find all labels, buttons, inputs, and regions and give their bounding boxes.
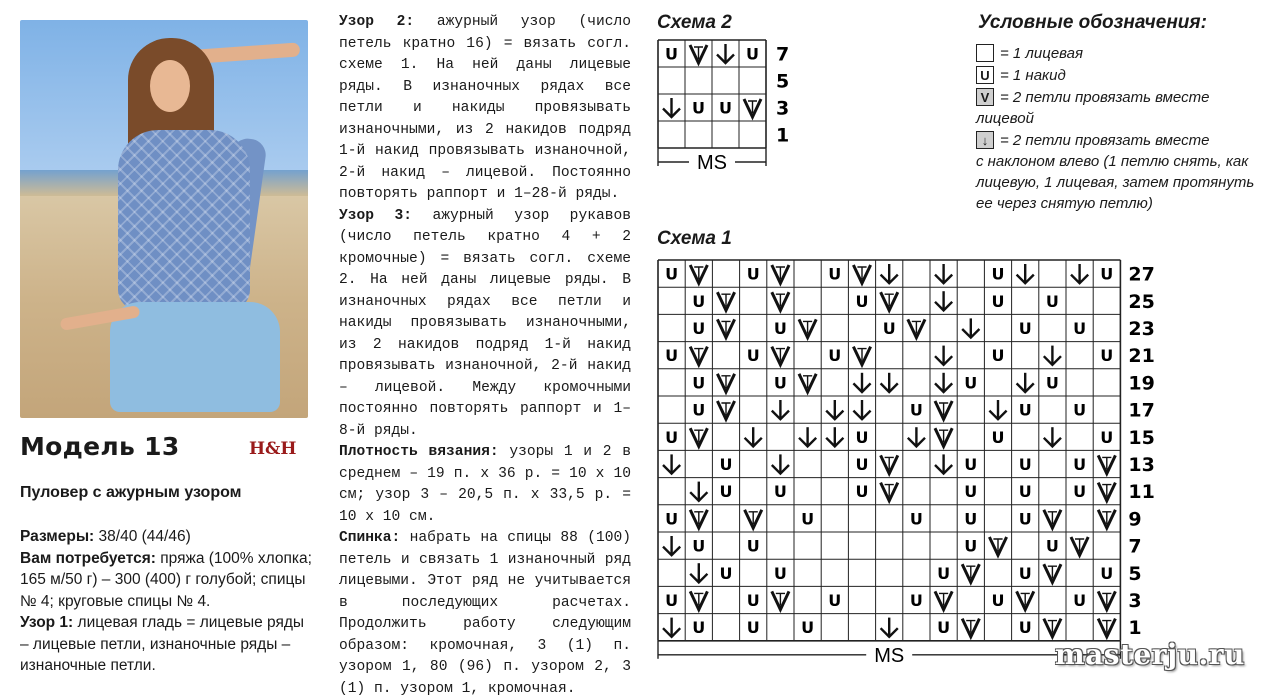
k2tog-icon [1044,619,1061,637]
k2tog-icon [772,292,789,310]
arrow-down-icon [935,454,952,473]
sizes-label: Размеры: [20,528,95,545]
yarn-over-icon: U [937,563,951,583]
k2tog-icon [853,265,870,283]
row-number: 5 [776,70,790,93]
model-photo [20,20,308,418]
yarn-over-icon: U [746,618,760,638]
k2tog-icon [690,45,707,63]
k2tog-icon [717,374,734,392]
arrow-down-icon [690,482,707,501]
back-label: Спинка: [339,530,401,546]
yarn-over-icon: U [1045,291,1059,311]
arrow-down-icon [663,536,680,555]
k2tog-icon [989,537,1006,555]
yarn-over-icon: U [692,536,706,556]
yarn-over-icon: U [991,591,1005,610]
ms-label: MS [874,644,905,667]
k2tog-icon [935,591,952,609]
row-number: 3 [1128,590,1142,612]
legend-text: = 2 петли провязать вместе [1000,88,1210,106]
yarn-over-icon: U [1100,346,1114,366]
yarn-over-icon: U [855,455,869,474]
legend-item-k2tog [976,86,1266,108]
yarn-over-icon: U [855,427,869,447]
row-number: 17 [1128,399,1155,422]
arrow-down-icon [935,346,952,365]
yarn-over-icon: U [991,427,1005,447]
k2tog-icon [1098,591,1115,609]
yarn-over-icon: U [746,44,759,64]
yarn-over-icon: U [1073,482,1087,502]
yarn-over-icon: U [964,509,978,529]
arrow-down-icon [1017,264,1034,283]
yarn-over-icon: U [828,346,842,366]
yarn-over-icon: U [1018,482,1032,502]
arrow-down-icon [962,318,979,337]
legend-text: = 1 накид [1000,66,1066,84]
yarn-over-icon: U [746,591,760,610]
k2tog-icon [1044,510,1061,528]
yarn-over-icon: U [909,509,923,529]
legend-text-cont: лицевой [976,110,1034,127]
k2tog-icon [1017,591,1034,609]
pattern3-paragraph [339,206,631,443]
sizes-paragraph [20,526,312,548]
materials-label: Вам потребуется: [20,549,156,567]
yarn-over-icon: U [719,455,733,474]
row-number: 19 [1128,372,1155,395]
yarn-over-icon: U [692,291,706,311]
legend-text-cont: лицевую, 1 лицевая, затем протянуть [976,174,1255,191]
yarn-over-icon: U [882,319,896,338]
density-label: Плотность вязания: [339,444,499,460]
arrow-down-icon [908,427,925,446]
arrow-down-icon [663,618,680,637]
legend-item-knit [976,42,1266,64]
yarn-over-icon: U [1073,400,1087,420]
yarn-over-icon: U [746,346,760,366]
arrow-down-icon [663,98,680,117]
arrow-down-icon [881,373,898,392]
left-text-column [20,526,312,677]
watermark: masterju.ru [1055,638,1245,671]
row-number: 5 [1128,562,1142,585]
density-value: узоры 1 и 2 в среднем – 19 п. х 36 р. = 10 х 10 см; узор 3 – 20,5 п. х 33,5 р. = 10 х 10 см. [339,444,632,525]
yarn-over-icon: U [828,591,842,610]
row-number: 27 [1128,263,1155,286]
k2tog-icon [1071,537,1088,555]
yarn-over-icon: U [719,482,733,502]
arrow-down-icon [853,373,870,392]
yarn-over-icon: U [773,373,787,393]
arrow-down-icon [989,400,1006,419]
density-paragraph [339,442,631,528]
yarn-over-icon: U [976,66,994,84]
pattern1-value: лицевая гладь = лицевые ряды – лицевые петли, изнаночные ряды – изнаночные петли. [20,614,305,674]
arrow-down-icon [826,400,843,419]
row-number: 7 [776,43,790,66]
yarn-over-icon: U [1018,319,1032,338]
brand-logo: H&H [249,439,297,459]
yarn-over-icon: U [719,563,733,583]
yarn-over-icon: U [964,373,978,393]
yarn-over-icon: U [692,373,706,393]
yarn-over-icon: U [665,264,679,284]
k2tog-icon [908,319,925,337]
legend-text-cont: с наклоном влево (1 петлю снять, как [976,153,1249,170]
arrow-down-icon [935,373,952,392]
arrow-down-icon [799,427,816,446]
legend-item-ssk [976,129,1266,151]
row-number: 13 [1128,454,1155,476]
k2tog-icon [1098,483,1115,501]
row-number: 1 [776,124,790,147]
yarn-over-icon: U [773,482,787,502]
k2tog-icon [881,483,898,501]
k2tog-icon [772,265,789,283]
yarn-over-icon: U [937,618,951,638]
k2tog-icon [690,591,707,609]
row-number: 11 [1128,481,1155,504]
k2tog-icon [1098,619,1115,637]
arrow-down-icon [826,427,843,446]
k2tog-icon [690,510,707,528]
arrow-down-icon [1044,427,1061,446]
yarn-over-icon: U [1100,563,1114,583]
yarn-over-icon: U [692,319,706,338]
yarn-over-icon: U [991,346,1005,366]
arrow-down-icon: ↓ [976,131,994,149]
arrow-down-icon [772,400,789,419]
k2tog-icon [690,347,707,365]
yarn-over-icon: U [1018,509,1032,529]
row-number: 23 [1128,318,1155,340]
empty-cell-icon [976,44,994,62]
yarn-over-icon: U [1045,536,1059,556]
legend-title: Условные обозначения: [978,12,1207,33]
arrow-down-icon [690,563,707,582]
k2tog-icon [717,401,734,419]
yarn-over-icon: U [665,44,678,64]
face-shape [150,60,190,112]
yarn-over-icon: U [665,346,679,366]
k2tog-icon [853,347,870,365]
pattern1-label: Узор 1: [20,614,74,631]
yarn-over-icon: U [692,618,706,638]
materials-paragraph [20,548,312,613]
yarn-over-icon: U [719,98,732,118]
row-number: 1 [1128,617,1142,640]
k2tog-icon [717,319,734,337]
middle-text-column [339,12,631,700]
yarn-over-icon: U [773,319,787,338]
yarn-over-icon: U [1100,264,1114,284]
k2tog-icon [1044,564,1061,582]
yarn-over-icon: U [665,427,679,447]
k2tog-icon: V [976,88,994,106]
yarn-over-icon: U [909,591,923,610]
model-title: Модель 13 [20,432,180,461]
materials-value: пряжа (100% хлопка; 165 м/50 г) – 300 (400) г голубой; спицы № 4; круговые спицы № 4. [20,549,312,610]
ms-label: MS [697,152,727,174]
back-value: набрать на спицы 88 (100) петель и связать 1 изнаночный ряд лицевыми. Этот ряд не учитывается в последующих расчетах. Продолжить работу следующим образом: кромочная, 3 (1) п. узором 1, 80 (96) п. узором 2, 3 (1) п. узором 1, кромочная. [339,530,631,697]
yarn-over-icon: U [964,536,978,556]
k2tog-icon [935,428,952,446]
k2tog-icon [962,619,979,637]
yarn-over-icon: U [1073,319,1087,338]
yarn-over-icon: U [1073,591,1087,610]
k2tog-icon [690,428,707,446]
row-number: 9 [1128,508,1142,531]
k2tog-icon [881,455,898,473]
yarn-over-icon: U [909,400,923,420]
yarn-over-icon: U [665,591,679,610]
yarn-over-icon: U [964,455,978,474]
k2tog-icon [799,319,816,337]
arrow-down-icon [717,44,734,63]
legend-item-yarn-over [976,64,1266,86]
sweater-shape [118,130,250,310]
k2tog-icon [799,374,816,392]
yarn-over-icon: U [855,291,869,311]
k2tog-icon [772,347,789,365]
arrow-down-icon [881,618,898,637]
pattern2-value: ажурный узор (число петель кратно 16) = вязать согл. схеме 1. На ней даны лицевые ряды. В изнаночных рядах все петли и накиды провязывать изнаночными, из 2 накидов подряд 1-й накид провязывать изнаночной, 2-й накид – лицевой. Постоянно повторять раппорт и 1–28-й ряды. [339,14,631,202]
pattern2-label: Узор 2: [339,14,415,30]
yarn-over-icon: U [746,536,760,556]
scheme1-title: Схема 1 [657,228,732,249]
yarn-over-icon: U [773,563,787,583]
jeans-shape [110,302,280,412]
row-number: 3 [776,97,790,120]
arrow-down-icon [1044,346,1061,365]
yarn-over-icon: U [1018,400,1032,420]
pattern1-paragraph [20,612,312,677]
yarn-over-icon: U [1018,618,1032,638]
yarn-over-icon: U [828,264,842,284]
yarn-over-icon: U [1018,455,1032,474]
legend [976,42,1266,214]
k2tog-icon [1098,455,1115,473]
yarn-over-icon: U [1073,455,1087,474]
yarn-over-icon: U [855,482,869,502]
arrow-down-icon [935,291,952,310]
sizes-value: 38/40 (44/46) [94,528,191,545]
arrow-down-icon [1071,264,1088,283]
k2tog-icon [935,401,952,419]
pattern3-label: Узор 3: [339,207,412,224]
yarn-over-icon: U [1045,373,1059,393]
arrow-down-icon [935,264,952,283]
arrow-down-icon [853,400,870,419]
row-number: 15 [1128,426,1155,449]
yarn-over-icon: U [1100,427,1114,447]
arrow-down-icon [745,427,762,446]
k2tog-icon [962,564,979,582]
yarn-over-icon: U [801,618,815,638]
k2tog-icon [881,292,898,310]
arrow-down-icon [1017,373,1034,392]
yarn-over-icon: U [692,98,705,118]
yarn-over-icon: U [1018,563,1032,583]
yarn-over-icon: U [991,264,1005,284]
yarn-over-icon: U [692,400,706,420]
yarn-over-icon: U [746,264,760,284]
model-subtitle: Пуловер с ажурным узором [20,484,242,501]
k2tog-icon [744,99,761,117]
k2tog-icon [690,265,707,283]
yarn-over-icon: U [665,509,679,529]
scheme2-title: Схема 2 [657,12,732,33]
arrow-down-icon [881,264,898,283]
scheme2-chart [650,36,810,196]
yarn-over-icon: U [801,509,815,529]
arrow-down-icon [772,454,789,473]
back-paragraph [339,528,631,700]
row-number: 21 [1128,345,1155,368]
legend-text-cont: ее через снятую петлю) [976,195,1153,212]
pattern3-value: ажурный узор рукавов (число петель кратно 4 + 2 кромочные) = вязать согл. схеме 2. На ней даны лицевые ряды. В изнаночных рядах все петли и накиды провязывать изнаночными, из 2 накидов подряд 1-й накид провязывать изнаночной, 2-й накид – лицевой. Между кромочными постоянно повторять раппорт и 1–8-й ряды. [339,207,631,439]
row-number: 25 [1128,290,1155,313]
yarn-over-icon: U [991,291,1005,311]
k2tog-icon [745,510,762,528]
k2tog-icon [1098,510,1115,528]
pattern2-paragraph [339,12,631,206]
legend-text: = 2 петли провязать вместе [1000,131,1210,149]
arrow-down-icon [663,454,680,473]
k2tog-icon [717,292,734,310]
legend-text: = 1 лицевая [1000,44,1084,62]
k2tog-icon [772,591,789,609]
yarn-over-icon: U [964,482,978,502]
row-number: 7 [1128,535,1142,558]
